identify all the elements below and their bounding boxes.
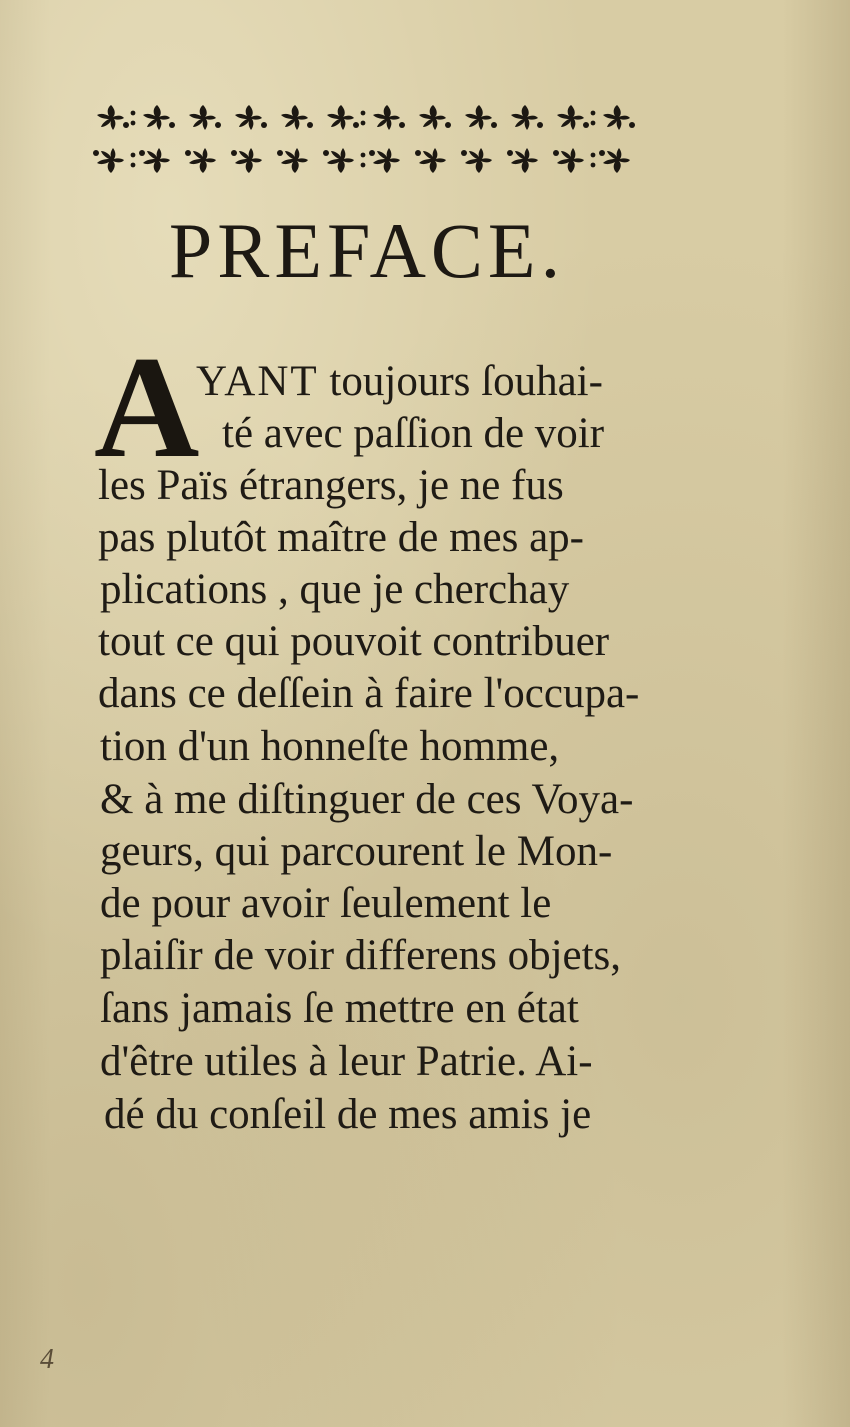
fleuron-bottom-6 — [369, 148, 400, 173]
fleuron-top-0 — [97, 105, 129, 130]
fleuron-top-7 — [419, 105, 451, 130]
colon-dot — [361, 163, 366, 168]
fleuron-bottom-0 — [93, 148, 124, 173]
colon-dot — [131, 111, 136, 116]
colon-dot — [591, 163, 596, 168]
text-line-10: geurs, qui parcourent le Mon- — [100, 828, 613, 875]
text-line-15: dé du conſeil de mes amis je — [104, 1091, 592, 1138]
text-line-9: & à me diſtinguer de ces Voya- — [100, 776, 634, 823]
fleuron-ornament-band — [88, 92, 640, 188]
colon-dot — [591, 121, 596, 126]
text-line-2: té avec paſſion de voir — [222, 410, 605, 457]
colon-dot — [591, 153, 596, 158]
handwritten-page-mark: 4 — [40, 1344, 54, 1375]
text-line-4: pas plutôt maître de mes ap- — [98, 514, 584, 561]
fleuron-bottom-5 — [323, 148, 354, 173]
fleuron-top-11 — [603, 105, 635, 130]
text-line-13: ſans jamais ſe mettre en état — [100, 985, 579, 1032]
colon-dot — [361, 153, 366, 158]
fleuron-top-6 — [373, 105, 405, 130]
text-line-12: plaiſir de voir differens objets, — [100, 932, 622, 979]
fleuron-top-1 — [143, 105, 175, 130]
colon-dot — [131, 163, 136, 168]
colon-dot — [131, 153, 136, 158]
fleuron-bottom-4 — [277, 148, 308, 173]
text-line-6: tout ce qui pouvoit contribuer — [98, 618, 610, 665]
fleuron-top-4 — [281, 105, 313, 130]
drop-cap-letter: A — [94, 326, 200, 488]
fleuron-top-8 — [465, 105, 497, 130]
fleuron-top-2 — [189, 105, 221, 130]
text-line-7: dans ce deſſein à faire l'occupa- — [98, 670, 640, 717]
page-title: PREFACE. — [168, 207, 566, 294]
fleuron-ornament-graphic — [88, 92, 640, 188]
first-word-smallcaps: YANT — [196, 358, 319, 405]
fleuron-bottom-1 — [139, 148, 170, 173]
fleuron-bottom-8 — [461, 148, 492, 173]
fleuron-bottom-11 — [599, 148, 630, 173]
fleuron-bottom-3 — [231, 148, 262, 173]
colon-dot — [591, 111, 596, 116]
colon-dot — [131, 121, 136, 126]
text-line-3: les Païs étrangers, je ne fus — [98, 462, 564, 509]
text-line-5: plications , que je cherchay — [100, 566, 570, 613]
text-line-1-rest: toujours ſouhai- — [329, 358, 603, 405]
text-line-14: d'être utiles à leur Patrie. Ai- — [100, 1038, 593, 1085]
colon-dot — [361, 121, 366, 126]
text-line-1 — [196, 360, 603, 403]
fleuron-top-9 — [511, 105, 543, 130]
text-line-8: tion d'un honneſte homme, — [100, 723, 560, 770]
fleuron-bottom-10 — [553, 148, 584, 173]
fleuron-bottom-7 — [415, 148, 446, 173]
fleuron-top-5 — [327, 105, 359, 130]
fleuron-top-3 — [235, 105, 267, 130]
fleuron-top-10 — [557, 105, 589, 130]
colon-dot — [361, 111, 366, 116]
fleuron-bottom-9 — [507, 148, 538, 173]
text-line-11: de pour avoir ſeulement le — [100, 880, 552, 927]
fleuron-bottom-2 — [185, 148, 216, 173]
